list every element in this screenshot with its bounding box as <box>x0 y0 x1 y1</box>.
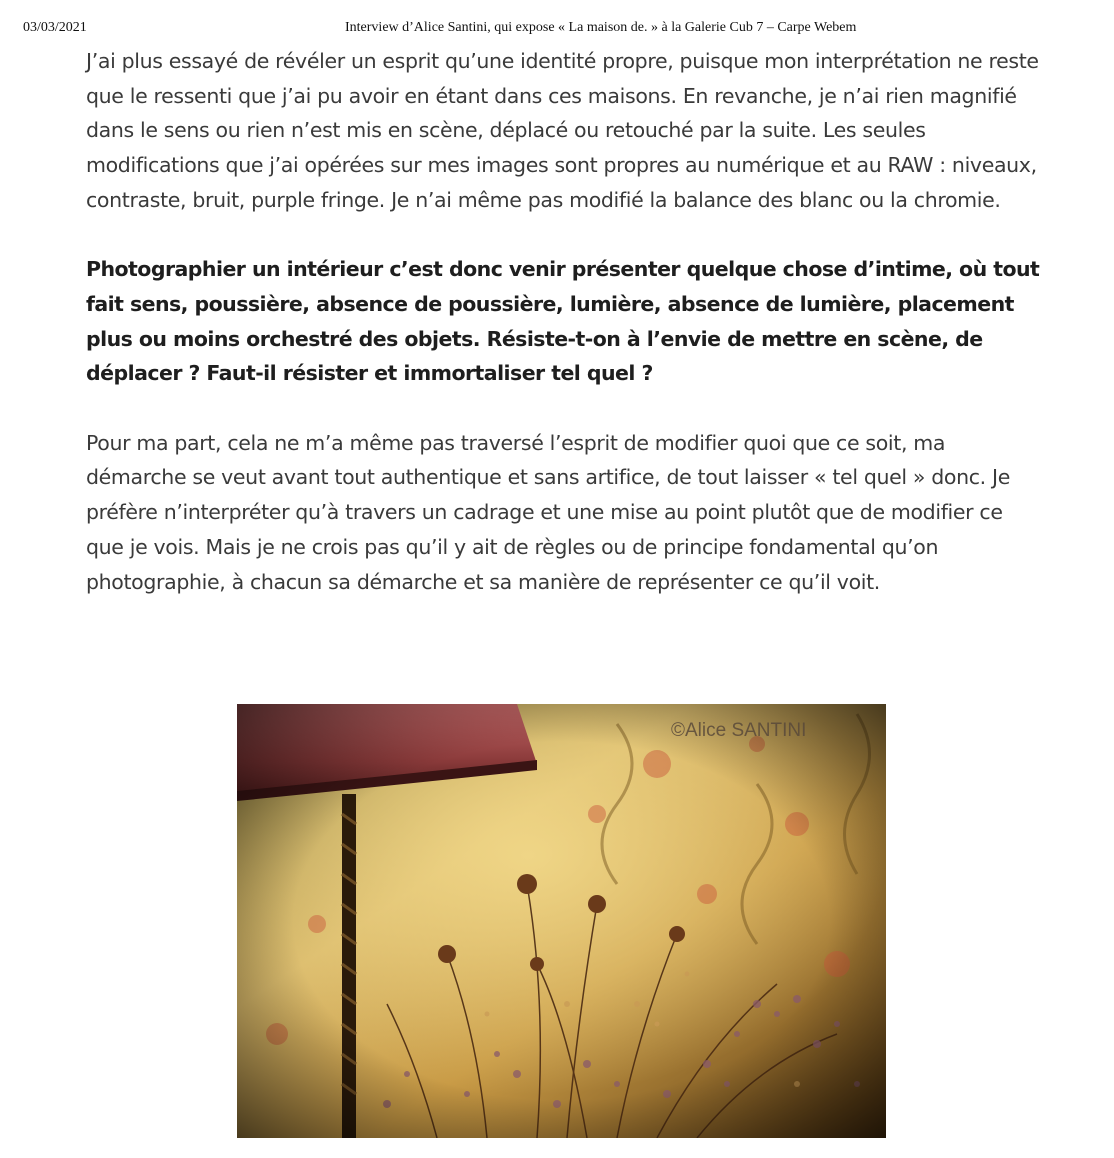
article-body <box>86 44 1044 599</box>
article-photo <box>237 704 886 1138</box>
answer-paragraph: J’ai plus essayé de révéler un esprit qu’une identité propre, puisque mon interprétation ne reste que le ressenti que j’ai pu avoir en étant dans ces maisons. En revanche, je n’ai rien magnifié dans le sens ou rien n’est mis en scène, déplacé ou retouché par la suite. Les seules modifications que j’ai opérées sur mes images sont propres au numérique et au RAW : niveaux, contraste, bruit, purple fringe. Je n’ai même pas modifié la balance des blanc ou la chromie. <box>86 49 1039 212</box>
print-date: 03/03/2021 <box>23 20 87 35</box>
answer-paragraph: Pour ma part, cela ne m’a même pas traversé l’esprit de modifier quoi que ce soit, ma démarche se veut avant tout authentique et sans artifice, de tout laisser « tel quel » donc. Je préfère n’interpréter qu’à travers un cadrage et une mise au point plutôt que de modifier ce que je vois. Mais je ne crois pas qu’il y ait de règles ou de principe fondamental qu’on photographie, à chacun sa démarche et sa manière de représenter ce qu’il voit. <box>86 430 1010 594</box>
print-page-title: Interview d’Alice Santini, qui expose « La maison de. » à la Galerie Cub 7 – Carpe Webem <box>345 20 857 35</box>
interview-question: Photographier un intérieur c’est donc venir présenter quelque chose d’intime, où tout fait sens, poussière, absence de poussière, lumière, absence de lumière, placement plus ou moins orchestré des objets. Résiste-t-on à l’envie de mettre en scène, de déplacer ? Faut-il résister et immortaliser tel quel ? <box>86 257 1040 386</box>
photo-watermark: ©Alice SANTINI <box>671 720 807 741</box>
print-header <box>23 20 1091 38</box>
